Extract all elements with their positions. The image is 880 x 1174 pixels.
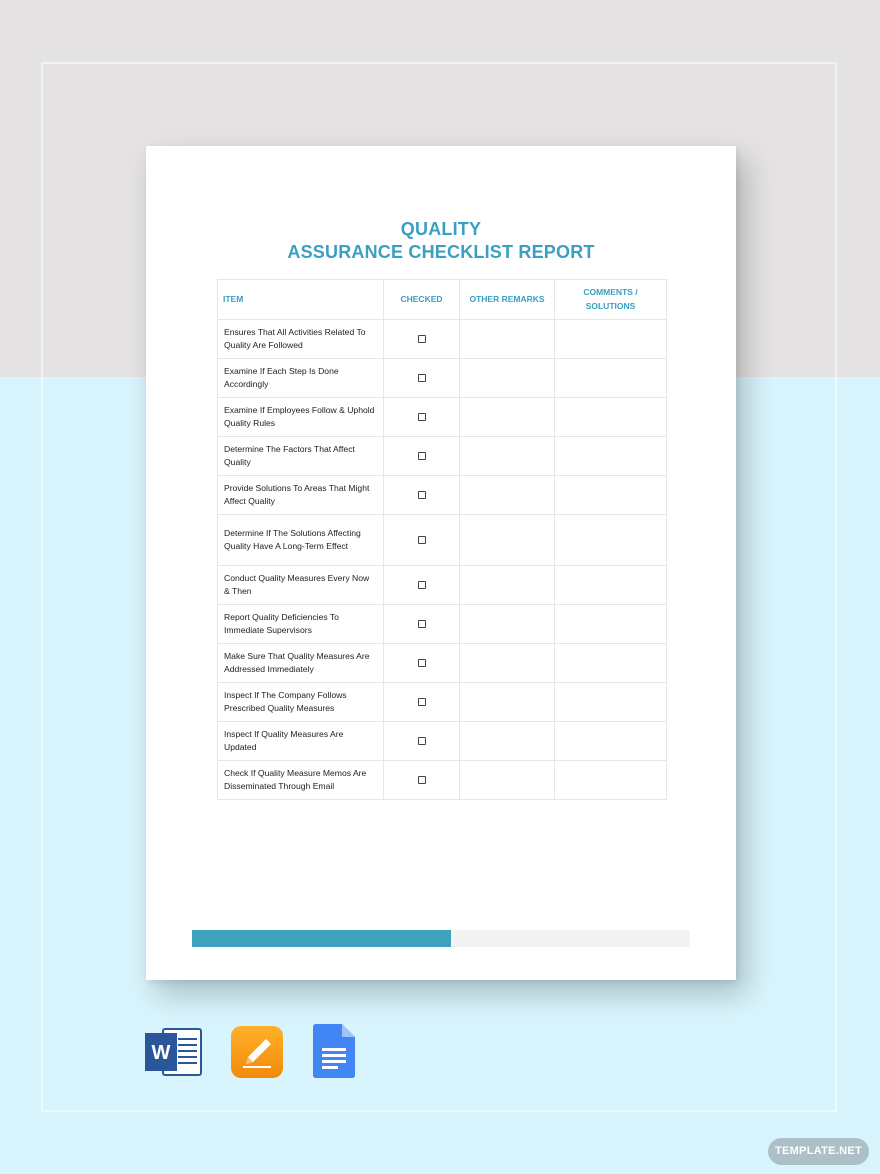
checked-cell xyxy=(384,515,460,566)
checked-cell xyxy=(384,476,460,515)
other-remarks-cell[interactable] xyxy=(460,722,555,761)
other-remarks-cell[interactable] xyxy=(460,683,555,722)
comments-cell[interactable] xyxy=(555,683,667,722)
document-page xyxy=(146,146,736,980)
footer-bar-track xyxy=(192,930,690,947)
table-row xyxy=(218,722,667,761)
checked-cell xyxy=(384,683,460,722)
other-remarks-cell[interactable] xyxy=(460,320,555,359)
other-remarks-cell[interactable] xyxy=(460,515,555,566)
checked-cell xyxy=(384,359,460,398)
checked-cell xyxy=(384,320,460,359)
checked-cell xyxy=(384,437,460,476)
checked-cell xyxy=(384,761,460,800)
other-remarks-cell[interactable] xyxy=(460,605,555,644)
checkbox[interactable] xyxy=(418,374,426,382)
table-row xyxy=(218,566,667,605)
item-text: Inspect If Quality Measures Are Updated xyxy=(218,722,384,761)
checkbox[interactable] xyxy=(418,776,426,784)
other-remarks-cell[interactable] xyxy=(460,359,555,398)
item-text: Inspect If The Company Follows Prescribed Quality Measures xyxy=(218,683,384,722)
comments-cell[interactable] xyxy=(555,605,667,644)
checked-cell xyxy=(384,398,460,437)
svg-text:W: W xyxy=(151,1042,171,1064)
item-text: Check If Quality Measure Memos Are Disseminated Through Email xyxy=(218,761,384,800)
checkbox[interactable] xyxy=(418,581,426,589)
document-title-line1: QUALITY xyxy=(400,219,482,239)
item-text: Make Sure That Quality Measures Are Addressed Immediately xyxy=(218,644,384,683)
checkbox[interactable] xyxy=(418,620,426,628)
table-row xyxy=(218,476,667,515)
checked-cell xyxy=(384,605,460,644)
table-row xyxy=(218,605,667,644)
column-header-comments: COMMENTS / SOLUTIONS xyxy=(555,280,667,320)
column-header-item: ITEM xyxy=(218,280,384,320)
footer-bar-fill xyxy=(192,930,451,947)
comments-cell[interactable] xyxy=(555,722,667,761)
comments-cell[interactable] xyxy=(555,644,667,683)
checkbox[interactable] xyxy=(418,698,426,706)
pages-icon[interactable] xyxy=(231,1026,283,1078)
table-row xyxy=(218,515,667,566)
other-remarks-cell[interactable] xyxy=(460,476,555,515)
comments-cell[interactable] xyxy=(555,320,667,359)
checkbox[interactable] xyxy=(418,491,426,499)
other-remarks-cell[interactable] xyxy=(460,437,555,476)
checklist-table xyxy=(217,279,667,800)
comments-cell[interactable] xyxy=(555,566,667,605)
table-row xyxy=(218,683,667,722)
table-row xyxy=(218,644,667,683)
checkbox[interactable] xyxy=(418,536,426,544)
document-title-line2: ASSURANCE CHECKLIST REPORT xyxy=(287,242,595,262)
item-text: Ensures That All Activities Related To Quality Are Followed xyxy=(218,320,384,359)
other-remarks-cell[interactable] xyxy=(460,761,555,800)
word-icon[interactable] xyxy=(145,1026,203,1078)
brand-badge[interactable]: TEMPLATE.NET xyxy=(768,1138,869,1165)
comments-cell[interactable] xyxy=(555,761,667,800)
table-row xyxy=(218,320,667,359)
item-text: Conduct Quality Measures Every Now & Then xyxy=(218,566,384,605)
checkbox[interactable] xyxy=(418,737,426,745)
item-text: Determine If The Solutions Affecting Quality Have A Long-Term Effect xyxy=(218,515,384,566)
comments-cell[interactable] xyxy=(555,359,667,398)
column-header-checked: CHECKED xyxy=(384,280,460,320)
checked-cell xyxy=(384,644,460,683)
table-row xyxy=(218,398,667,437)
google-docs-icon[interactable] xyxy=(313,1024,355,1078)
comments-cell[interactable] xyxy=(555,515,667,566)
other-remarks-cell[interactable] xyxy=(460,566,555,605)
comments-cell[interactable] xyxy=(555,437,667,476)
other-remarks-cell[interactable] xyxy=(460,644,555,683)
item-text: Examine If Employees Follow & Uphold Quality Rules xyxy=(218,398,384,437)
comments-cell[interactable] xyxy=(555,476,667,515)
checked-cell xyxy=(384,722,460,761)
checked-cell xyxy=(384,566,460,605)
checkbox[interactable] xyxy=(418,659,426,667)
item-text: Provide Solutions To Areas That Might Affect Quality xyxy=(218,476,384,515)
item-text: Examine If Each Step Is Done Accordingly xyxy=(218,359,384,398)
table-header-row xyxy=(218,280,667,320)
checkbox[interactable] xyxy=(418,335,426,343)
table-row xyxy=(218,761,667,800)
column-header-other-remarks: OTHER REMARKS xyxy=(460,280,555,320)
checkbox[interactable] xyxy=(418,413,426,421)
item-text: Determine The Factors That Affect Quality xyxy=(218,437,384,476)
checkbox[interactable] xyxy=(418,452,426,460)
table-row xyxy=(218,437,667,476)
comments-cell[interactable] xyxy=(555,398,667,437)
other-remarks-cell[interactable] xyxy=(460,398,555,437)
table-row xyxy=(218,359,667,398)
item-text: Report Quality Deficiencies To Immediate Supervisors xyxy=(218,605,384,644)
